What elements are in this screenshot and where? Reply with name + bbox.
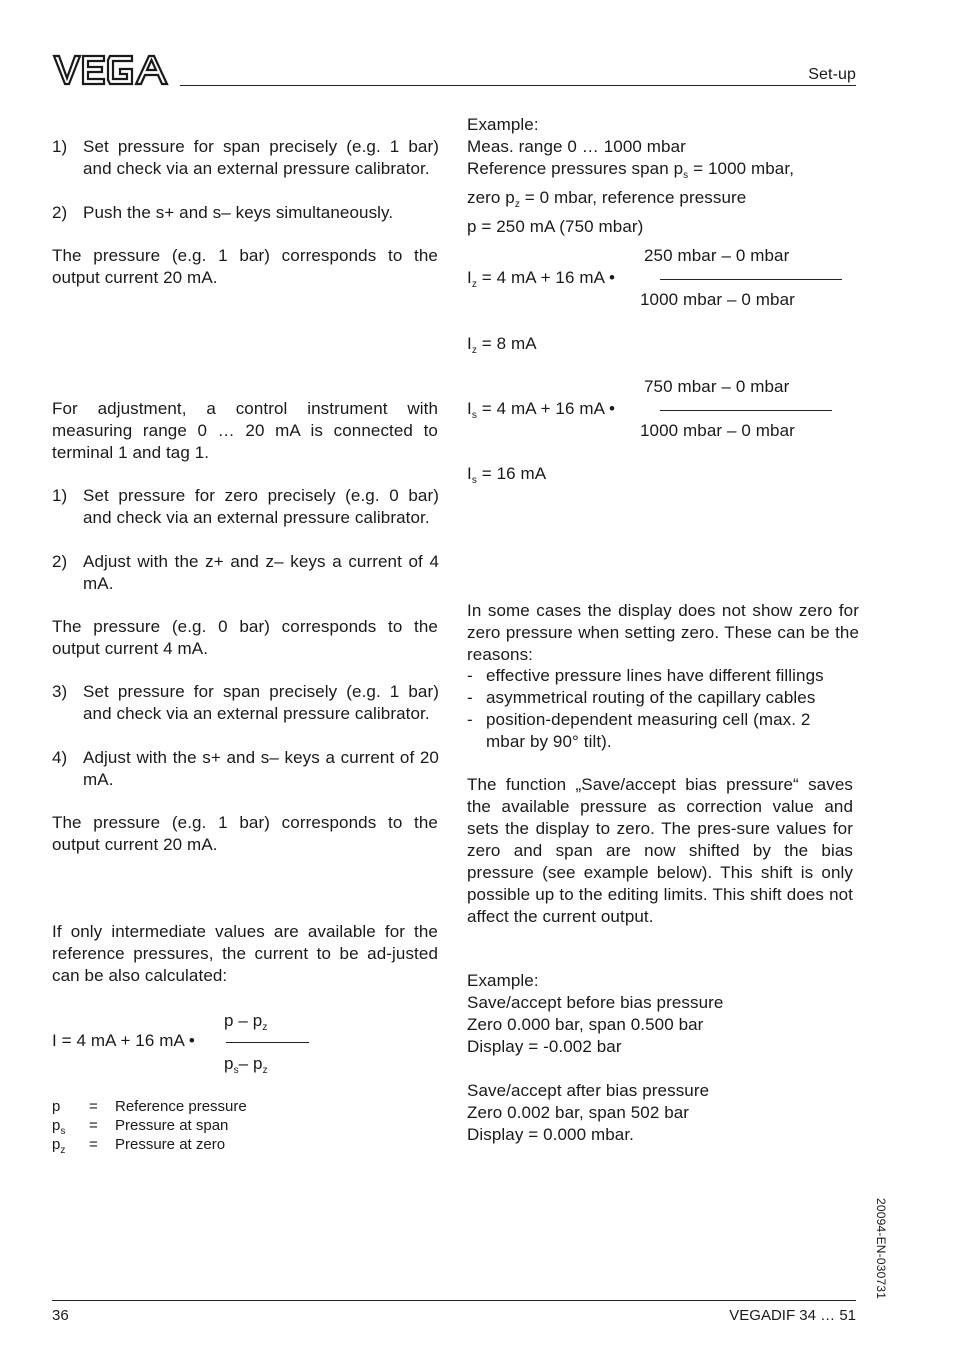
legend-row: $p_z$ = Pressure at zero (52, 1136, 226, 1156)
formula1-lhs: $I_z = 4$ mA + 16 mA • (467, 268, 615, 290)
formula1-denominator: 1000 mbar – 0 mbar (640, 290, 795, 309)
formula-lhs: I = 4 mA + 16 mA • (52, 1031, 195, 1050)
bias-intro: In some cases the display does not show zero for zero pressure when setting zero. These can be the reasons: (467, 601, 859, 664)
product-name: VEGADIF 34 … 51 (729, 1307, 856, 1324)
calc-intro: If only intermediate values are available for the reference pressures, the current to be ad-justed can be also calculated: (52, 922, 438, 985)
bias-function: The function „Save/accept bias pressure“ saves the available pressure as correction value and sets the display to zero. The pres-sure values for zero and span are now shifted by the bias pressure (see example below). This shift is only possible up to the editing limits. This shift does not affect the current output. (467, 775, 853, 926)
formula-numerator: p – $p_z$ (224, 1011, 268, 1033)
formula2-lhs: $I_s = 4$ mA + 16 mA • (467, 399, 615, 421)
legend-row: $p_s$ = Pressure at span (52, 1117, 229, 1137)
vega-logo (52, 52, 170, 88)
span-result: The pressure (e.g. 1 bar) corresponds to the output current 20 mA. (52, 246, 438, 287)
section-title: Set-up (808, 66, 856, 83)
formula-denominator: $p_s-$ $p_z$ (224, 1054, 268, 1076)
fraction-bar (226, 1042, 309, 1043)
formula1-numerator: 250 mbar – 0 mbar (644, 246, 790, 265)
list-item: - asymmetrical routing of the capillary cables (467, 688, 816, 707)
example-1: Example: Meas. range 0 … 1000 mbar Reference pressures span $p_s = 1000$ mbar, zero $p_z = 0$ mbar, reference pressure p = 250 mA (750 mbar) (467, 115, 795, 236)
reasons-list (467, 665, 859, 753)
formula2-numerator: 750 mbar – 0 mbar (644, 377, 790, 396)
formula-legend (52, 1097, 352, 1154)
result-is: $I_s = 16$ mA (467, 464, 547, 486)
formula2-denominator: 1000 mbar – 0 mbar (640, 421, 795, 440)
footer-rule (52, 1300, 856, 1301)
fraction-bar (660, 279, 842, 280)
span-result-2: The pressure (e.g. 1 bar) corresponds to the output current 20 mA. (52, 813, 438, 854)
legend-row: p = Reference pressure (52, 1098, 247, 1115)
adjust-intro: For adjustment, a control instrument with measuring range 0 … 20 mA is connected to terminal 1 and tag 1. (52, 399, 438, 462)
zero-result: The pressure (e.g. 0 bar) corresponds to the output current 4 mA. (52, 617, 438, 658)
list-item: - effective pressure lines have different fillings (467, 666, 824, 685)
document-code: 20094-EN-030731 (874, 1198, 888, 1300)
list-item: - position-dependent measuring cell (max. 2 mbar by 90° tilt). (467, 710, 811, 751)
page-number: 36 (52, 1307, 69, 1324)
result-iz: $I_z = 8$ mA (467, 334, 537, 356)
example-2: Example: Save/accept before bias pressure Zero 0.000 bar, span 0.500 bar Display = -0.002 bar Save/accept after bias pressure Zero 0.002 bar, span 502 bar Display = 0.000 mbar. (467, 971, 724, 1144)
fraction-bar (660, 410, 832, 411)
header-rule (180, 85, 856, 86)
